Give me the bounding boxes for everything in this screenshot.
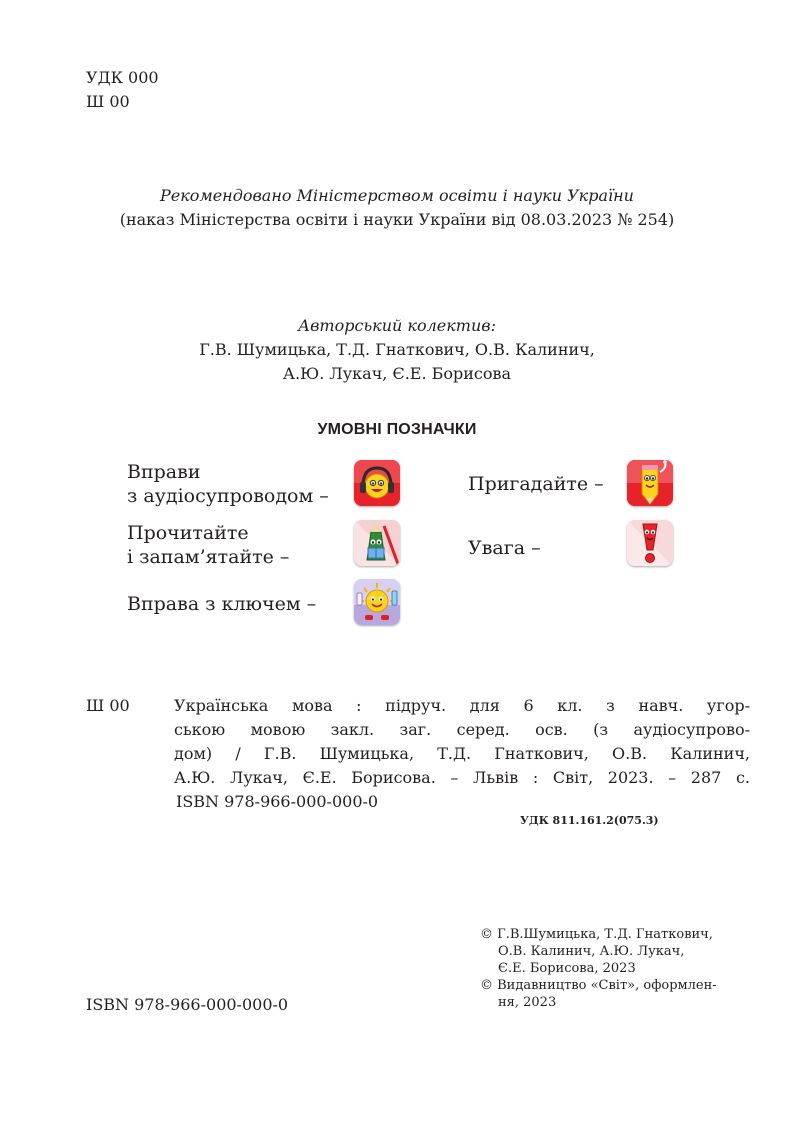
biblio-line-1: Українська мова : підруч. для 6 кл. з навч. угор-: [174, 696, 750, 715]
copyright-line-3: Є.Е. Борисова, 2023: [498, 961, 636, 976]
legend-item-key: Вправа з ключем –: [127, 593, 317, 615]
copyright-line-4: © Видавництво «Світ», оформлен-: [480, 978, 717, 993]
recommendation-line-1: Рекомендовано Міністерством освіти і науки України: [160, 186, 634, 205]
copyright-line-1: © Г.В.Шумицька, Т.Д. Гнаткович,: [480, 927, 713, 942]
legend-item-remember: Пригадайте –: [468, 473, 604, 495]
legend-item-read-line-1: Прочитайте: [127, 522, 249, 544]
biblio-line-3: дом) / Г.В. Шумицька, Т.Д. Гнаткович, О.В. Калинич,: [174, 744, 750, 763]
biblio-udk: УДК 811.161.2(075.3): [520, 814, 659, 827]
thinking-pencil-icon: [627, 460, 673, 506]
key-sun-icon: [354, 579, 400, 625]
biblio-isbn: ISBN 978-966-000-000-0: [176, 792, 379, 811]
copyright-line-5: ня, 2023: [498, 995, 557, 1010]
legend-item-audio-line-1: Вправи: [127, 461, 201, 483]
legend-item-attention: Увага –: [468, 537, 541, 559]
legend-item-audio: [127, 460, 329, 508]
legend-item-read: [127, 521, 289, 569]
legend-item-audio-line-2: з аудіосупроводом –: [127, 485, 329, 507]
authors-label: Авторський колектив:: [298, 316, 496, 335]
biblio-line-4: А.Ю. Лукач, Є.Е. Борисова. – Львів : Світ, 2023. – 287 с.: [174, 768, 750, 787]
biblio-code: Ш 00: [86, 696, 130, 715]
bbk-code: Ш 00: [86, 92, 130, 111]
legend-title: УМОВНІ ПОЗНАЧКИ: [317, 421, 477, 438]
headphones-smiley-icon: [354, 460, 400, 506]
exclamation-icon: [627, 520, 673, 566]
authors-line-2: А.Ю. Лукач, Є.Е. Борисова: [282, 364, 512, 383]
recommendation-line-2: (наказ Міністерства освіти і науки України від 08.03.2023 № 254): [119, 210, 675, 229]
classification-codes: [86, 66, 159, 114]
authors-line-1: Г.В. Шумицька, Т.Д. Гнаткович, О.В. Калинич,: [199, 340, 595, 359]
udk-code: УДК 000: [86, 68, 159, 87]
biblio-line-2: ською мовою закл. заг. серед. осв. (з аудіосупрово-: [174, 720, 750, 739]
legend-item-read-line-2: і запам’ятайте –: [127, 546, 290, 568]
copyright-line-2: О.В. Калинич, А.Ю. Лукач,: [498, 944, 685, 959]
isbn-bottom: ISBN 978-966-000-000-0: [86, 995, 289, 1014]
reading-pencil-icon: [354, 520, 400, 566]
copyright-block: [480, 926, 740, 1011]
biblio-reference: [174, 694, 750, 790]
